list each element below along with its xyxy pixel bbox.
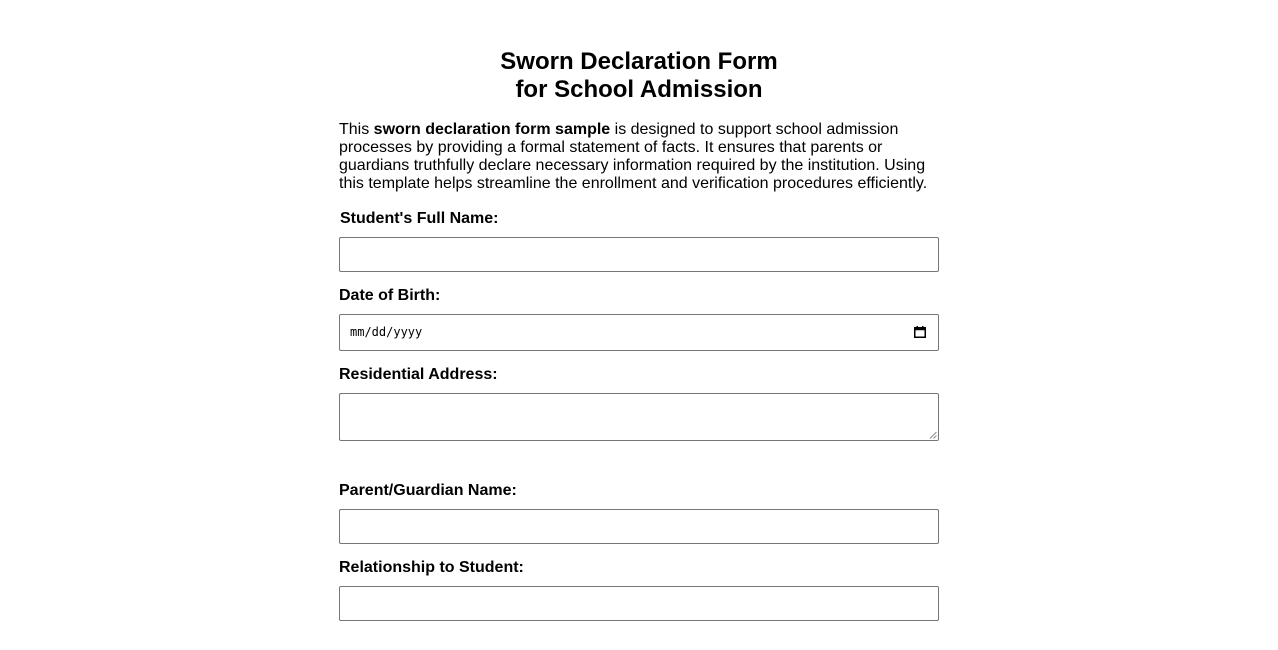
form-title-line1: Sworn Declaration Form (500, 48, 778, 75)
relationship-label: Relationship to Student: (339, 559, 524, 576)
intro-suffix: is designed to support school admission processes by providing a formal statement of facts. It ensures that parents or guardians truthfully declare necessary information required by the institution. Using this template helps streamline the enrollment and verification procedures efficiently. (339, 121, 928, 192)
date-of-birth-label: Date of Birth: (339, 287, 441, 304)
student-name-label: Student's Full Name: (340, 210, 499, 227)
guardian-name-input[interactable] (339, 509, 939, 544)
intro-paragraph (339, 121, 939, 193)
form-title (339, 48, 939, 104)
relationship-input[interactable] (339, 586, 939, 621)
date-placeholder: mm/dd/yyyy (350, 325, 423, 339)
form-container (339, 48, 939, 621)
date-of-birth-input[interactable] (339, 314, 939, 351)
student-name-input[interactable] (339, 237, 939, 272)
guardian-name-label: Parent/Guardian Name: (339, 482, 517, 499)
form-title-line2: for School Admission (515, 76, 763, 103)
calendar-icon[interactable] (914, 326, 926, 338)
resize-grip-icon[interactable] (929, 431, 937, 439)
intro-prefix: This (339, 121, 374, 138)
intro-bold-phrase: sworn declaration form sample (373, 121, 611, 138)
residential-address-label: Residential Address: (339, 366, 498, 383)
residential-address-textarea[interactable] (339, 393, 939, 441)
